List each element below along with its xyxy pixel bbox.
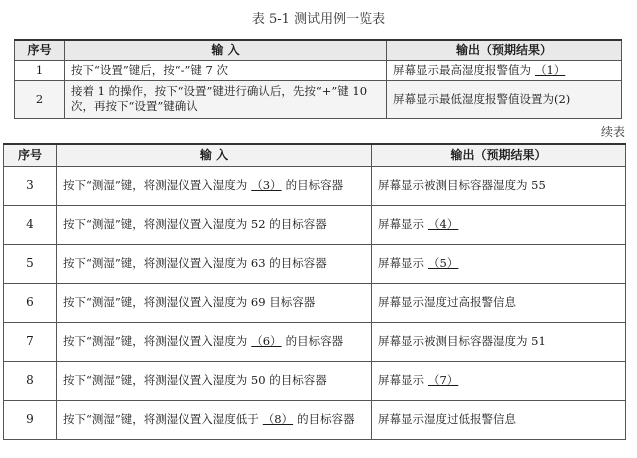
table-header-row xyxy=(4,144,626,166)
test-case-table-part-1 xyxy=(14,39,622,119)
answer-blank: （1） xyxy=(535,62,566,77)
output-cell xyxy=(372,400,626,439)
input-cell xyxy=(57,322,372,361)
answer-blank: （3） xyxy=(251,178,282,192)
table-row xyxy=(4,322,626,361)
answer-blank: （7） xyxy=(428,373,459,387)
input-cell xyxy=(57,361,372,400)
seq-cell: 2 xyxy=(15,80,65,118)
header-input: 输 入 xyxy=(65,40,387,60)
input-text: 按下“测湿”键，将测湿仪置入湿度为 69 目标容器 xyxy=(63,295,316,309)
answer-blank: （4） xyxy=(428,217,459,231)
input-text: 的目标容器 xyxy=(285,334,344,348)
output-text: 屏幕显示被测目标容器湿度为 51 xyxy=(378,334,546,348)
table-row xyxy=(4,361,626,400)
output-cell xyxy=(372,283,626,322)
input-text: 的目标容器 xyxy=(297,412,355,426)
input-text: 的目标容器 xyxy=(285,178,344,192)
table-row xyxy=(15,60,622,80)
output-text: 屏幕显示 xyxy=(378,373,424,387)
input-cell: 接着 1 的操作，按下“设置”键进行确认后，先按“+”键 10 次，再按下“设置”键确认 xyxy=(65,80,387,118)
output-cell xyxy=(372,205,626,244)
input-cell xyxy=(57,283,372,322)
input-cell xyxy=(57,244,372,283)
output-text: 屏幕显示最低湿度报警值设置为(2) xyxy=(393,91,571,106)
answer-blank: （6） xyxy=(251,334,282,348)
table-row xyxy=(4,166,626,205)
input-cell: 按下“设置”键后，按“-”键 7 次 xyxy=(65,60,387,80)
output-text: 屏幕显示被测目标容器湿度为 55 xyxy=(378,178,546,192)
test-case-table-part-2 xyxy=(3,143,626,440)
input-text: 按下“测湿”键，将测湿仪置入湿度为 63 的目标容器 xyxy=(63,256,327,270)
header-output: 输出（预期结果） xyxy=(387,40,622,60)
table-row xyxy=(4,400,626,439)
output-text: 屏幕显示最高湿度报警值为 xyxy=(393,62,531,77)
table-row xyxy=(4,244,626,283)
continued-label: 续表 xyxy=(600,125,625,139)
output-text: 屏幕显示湿度过低报警信息 xyxy=(378,412,516,426)
table-title: 表 5-1 测试用例一览表 xyxy=(251,12,386,27)
header-output: 输出（预期结果） xyxy=(372,144,626,166)
answer-blank: （8） xyxy=(262,412,294,426)
header-seq: 序号 xyxy=(4,144,57,166)
seq-cell: 3 xyxy=(4,166,57,205)
answer-blank: （5） xyxy=(428,256,459,270)
header-input: 输 入 xyxy=(57,144,372,166)
input-cell xyxy=(57,400,372,439)
input-text: 按下“测湿”键，将测湿仪置入湿度为 xyxy=(63,178,248,192)
table-header-row xyxy=(15,40,622,60)
seq-cell: 8 xyxy=(4,361,57,400)
input-text: 按下“测湿”键，将测湿仪置入湿度为 52 的目标容器 xyxy=(63,217,327,231)
output-cell xyxy=(372,166,626,205)
input-text: 按下“测湿”键，将测湿仪置入湿度低于 xyxy=(63,412,259,426)
table-row xyxy=(4,205,626,244)
seq-cell: 1 xyxy=(15,60,65,80)
seq-cell: 4 xyxy=(4,205,57,244)
output-cell xyxy=(372,361,626,400)
output-cell xyxy=(387,80,622,118)
output-cell xyxy=(372,244,626,283)
seq-cell: 7 xyxy=(4,322,57,361)
output-text: 屏幕显示 xyxy=(378,256,424,270)
input-text: 按下“测湿”键，将测湿仪置入湿度为 xyxy=(63,334,248,348)
header-seq: 序号 xyxy=(15,40,65,60)
table-row xyxy=(4,283,626,322)
input-text: 按下“测湿”键，将测湿仪置入湿度为 50 的目标容器 xyxy=(63,373,327,387)
seq-cell: 6 xyxy=(4,283,57,322)
input-cell xyxy=(57,205,372,244)
output-text: 屏幕显示 xyxy=(378,217,424,231)
output-cell xyxy=(387,60,622,80)
input-cell xyxy=(57,166,372,205)
seq-cell: 9 xyxy=(4,400,57,439)
table-row xyxy=(15,80,622,118)
seq-cell: 5 xyxy=(4,244,57,283)
output-cell xyxy=(372,322,626,361)
output-text: 屏幕显示湿度过高报警信息 xyxy=(378,295,516,309)
